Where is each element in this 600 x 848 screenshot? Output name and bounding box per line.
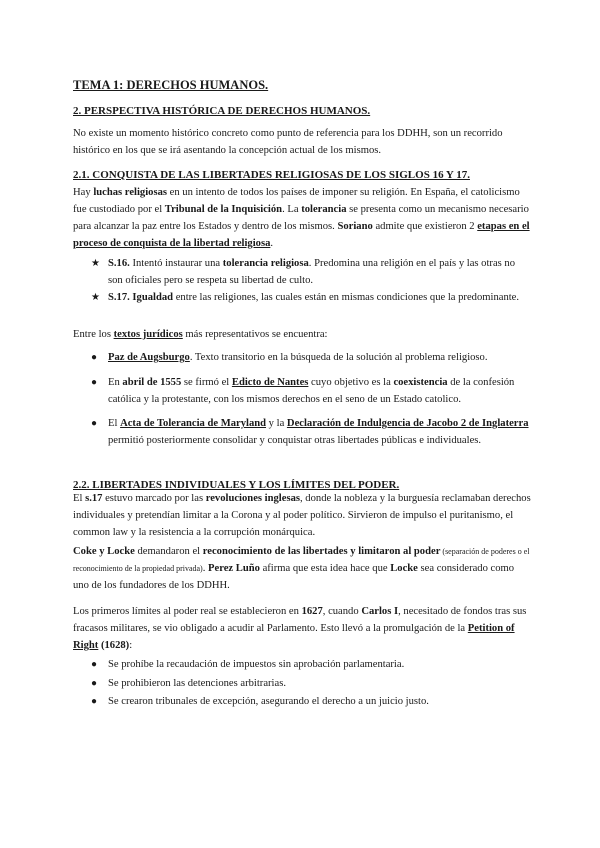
text-run: textos jurídicos	[113, 329, 183, 340]
list-item	[91, 255, 532, 289]
text-run: , donde la nobleza y la burguesía reclamaban derechos individuales y pretendían limitar a la Corona y al poder político. Sirvieron de impulso el puritanismo, el common law y la resistencia a la corrupción monárquica.	[73, 493, 531, 538]
list-item	[91, 374, 532, 408]
text-run: entre las religiones, las cuales están en mismas condiciones que la predominante.	[173, 292, 520, 303]
paragraph	[73, 603, 531, 654]
document-title: TEMA 1: DERECHOS HUMANOS.	[73, 78, 269, 92]
text-run: S.16.	[108, 258, 130, 269]
text-run: Declaración de Indulgencia de Jacobo 2 de Inglaterra	[286, 418, 529, 429]
text-run: (separación de poderes o el reconocimiento de la propiedad privada)	[73, 547, 530, 573]
text-run: Coke y Locke	[73, 546, 135, 557]
text-run: , cuando	[322, 606, 362, 617]
text-run: afirma que esta idea hace que	[259, 563, 391, 574]
text-run: revoluciones inglesas	[205, 493, 300, 504]
text-run: No existe un momento histórico concreto como punto de referencia para los DDHH, son un recorrido histórico en los que se irá asentando la concepción actual de los mismos.	[73, 128, 503, 156]
list-item	[91, 693, 532, 710]
paragraph	[73, 326, 531, 343]
text-run: abril de 1555	[122, 377, 182, 388]
text-run: en un intento de todos los países de imponer su religión. En España, el catolicismo fue custodiado por el	[73, 187, 520, 215]
text-run: Perez Luño	[208, 563, 260, 574]
text-run: 2. PERSPECTIVA HISTÓRICA DE DERECHOS HUMANOS.	[73, 105, 371, 117]
text-run: 1627	[301, 606, 323, 617]
text-run: cuyo objetivo es la	[308, 377, 394, 388]
text-run: Se crearon tribunales de excepción, asegurando el derecho a un juicio justo.	[108, 696, 429, 707]
text-run: Tribunal de la Inquisición	[164, 204, 283, 215]
text-run: El	[108, 418, 121, 429]
text-run: . Predomina una religión en el país y las otras no son oficiales pero se respeta su libertad de culto.	[108, 258, 516, 286]
text-run: etapas en el proceso de conquista de la libertad religiosa	[73, 221, 530, 249]
text-run: Los primeros límites al poder real se establecieron en	[73, 606, 302, 617]
text-run: Petition of Right	[73, 623, 515, 651]
text-run: se firmó el	[181, 377, 232, 388]
text-run: :	[129, 640, 133, 651]
paragraph	[73, 543, 531, 594]
bullet-icon: ●	[91, 678, 98, 689]
text-run: .	[270, 238, 274, 249]
text-run: permitió posteriormente consolidar y conquistar otras libertades públicas e individuales.	[108, 435, 482, 446]
paragraph	[73, 125, 531, 159]
text-run: sea considerado como uno de los fundadores de los DDHH.	[73, 563, 515, 591]
bullet-icon: ●	[91, 377, 98, 388]
list-item	[91, 675, 532, 692]
text-run: Intentó instaurar una	[129, 258, 223, 269]
text-run: 2.2. LIBERTADES INDIVIDUALES Y LOS LÍMITES DEL PODER.	[73, 479, 400, 491]
text-run: (1628)	[100, 640, 130, 651]
text-run: s.17	[85, 493, 103, 504]
list-item	[91, 349, 532, 366]
text-run: Edicto de Nantes	[231, 377, 309, 388]
text-run: 2.1. CONQUISTA DE LAS LIBERTADES RELIGIOSAS DE LOS SIGLOS 16 Y 17.	[73, 169, 470, 181]
text-run: Entre los	[73, 329, 114, 340]
text-run: S.17. Igualdad	[108, 292, 174, 303]
text-run: Acta de Tolerancia de Maryland	[120, 418, 267, 429]
text-run: En	[108, 377, 123, 388]
list-item	[91, 656, 532, 673]
text-run: coexistencia	[393, 377, 448, 388]
text-run: , necesitado de fondos tras sus fracasos militares, se vio obligado a acudir al Parlamento. Esto llevó a la promulgación de la	[73, 606, 527, 634]
text-run: El	[73, 493, 86, 504]
paragraph	[73, 184, 531, 252]
text-run: de la confesión católica y la protestante, con los mismos derechos en el seno de un Estado catolico.	[108, 377, 515, 405]
text-run: tolerancia	[301, 204, 347, 215]
text-run: Paz de Augsburgo	[108, 352, 190, 363]
text-run: se presenta como un mecanismo necesario para alcanzar la paz entre los Estados y dentro de los mismos.	[73, 204, 529, 232]
text-run: . La	[282, 204, 302, 215]
list-item	[91, 415, 532, 449]
text-run: reconocimiento de las libertades y limitaron al poder	[202, 546, 441, 557]
text-run: admite que existieron 2	[372, 221, 478, 232]
text-run: luchas religiosas	[93, 187, 167, 198]
section-heading	[73, 103, 531, 120]
text-run: .	[202, 563, 209, 574]
text-run: y la	[266, 418, 287, 429]
text-run: más representativos se encuentra:	[182, 329, 328, 340]
text-run: estuvo marcado por las	[102, 493, 206, 504]
text-run: tolerancia religiosa	[222, 258, 309, 269]
text-run: Se prohíbe la recaudación de impuestos sin aprobación parlamentaria.	[108, 659, 405, 670]
bullet-icon: ●	[91, 352, 98, 363]
paragraph	[73, 490, 531, 541]
section-heading	[73, 167, 531, 184]
bullet-icon: ●	[91, 696, 98, 707]
text-run: . Texto transitorio en la búsqueda de la solución al problema religioso.	[189, 352, 488, 363]
star-bullet-icon: ★	[91, 258, 100, 269]
text-run: demandaron el	[134, 546, 203, 557]
text-run: Soriano	[337, 221, 373, 232]
list-item	[91, 289, 532, 306]
text-run: Se prohibieron las detenciones arbitrarias.	[108, 678, 286, 689]
text-run: Carlos I	[361, 606, 399, 617]
bullet-icon: ●	[91, 418, 98, 429]
text-run: Hay	[73, 187, 94, 198]
star-bullet-icon: ★	[91, 292, 100, 303]
bullet-icon: ●	[91, 659, 98, 670]
text-run: Locke	[390, 563, 418, 574]
